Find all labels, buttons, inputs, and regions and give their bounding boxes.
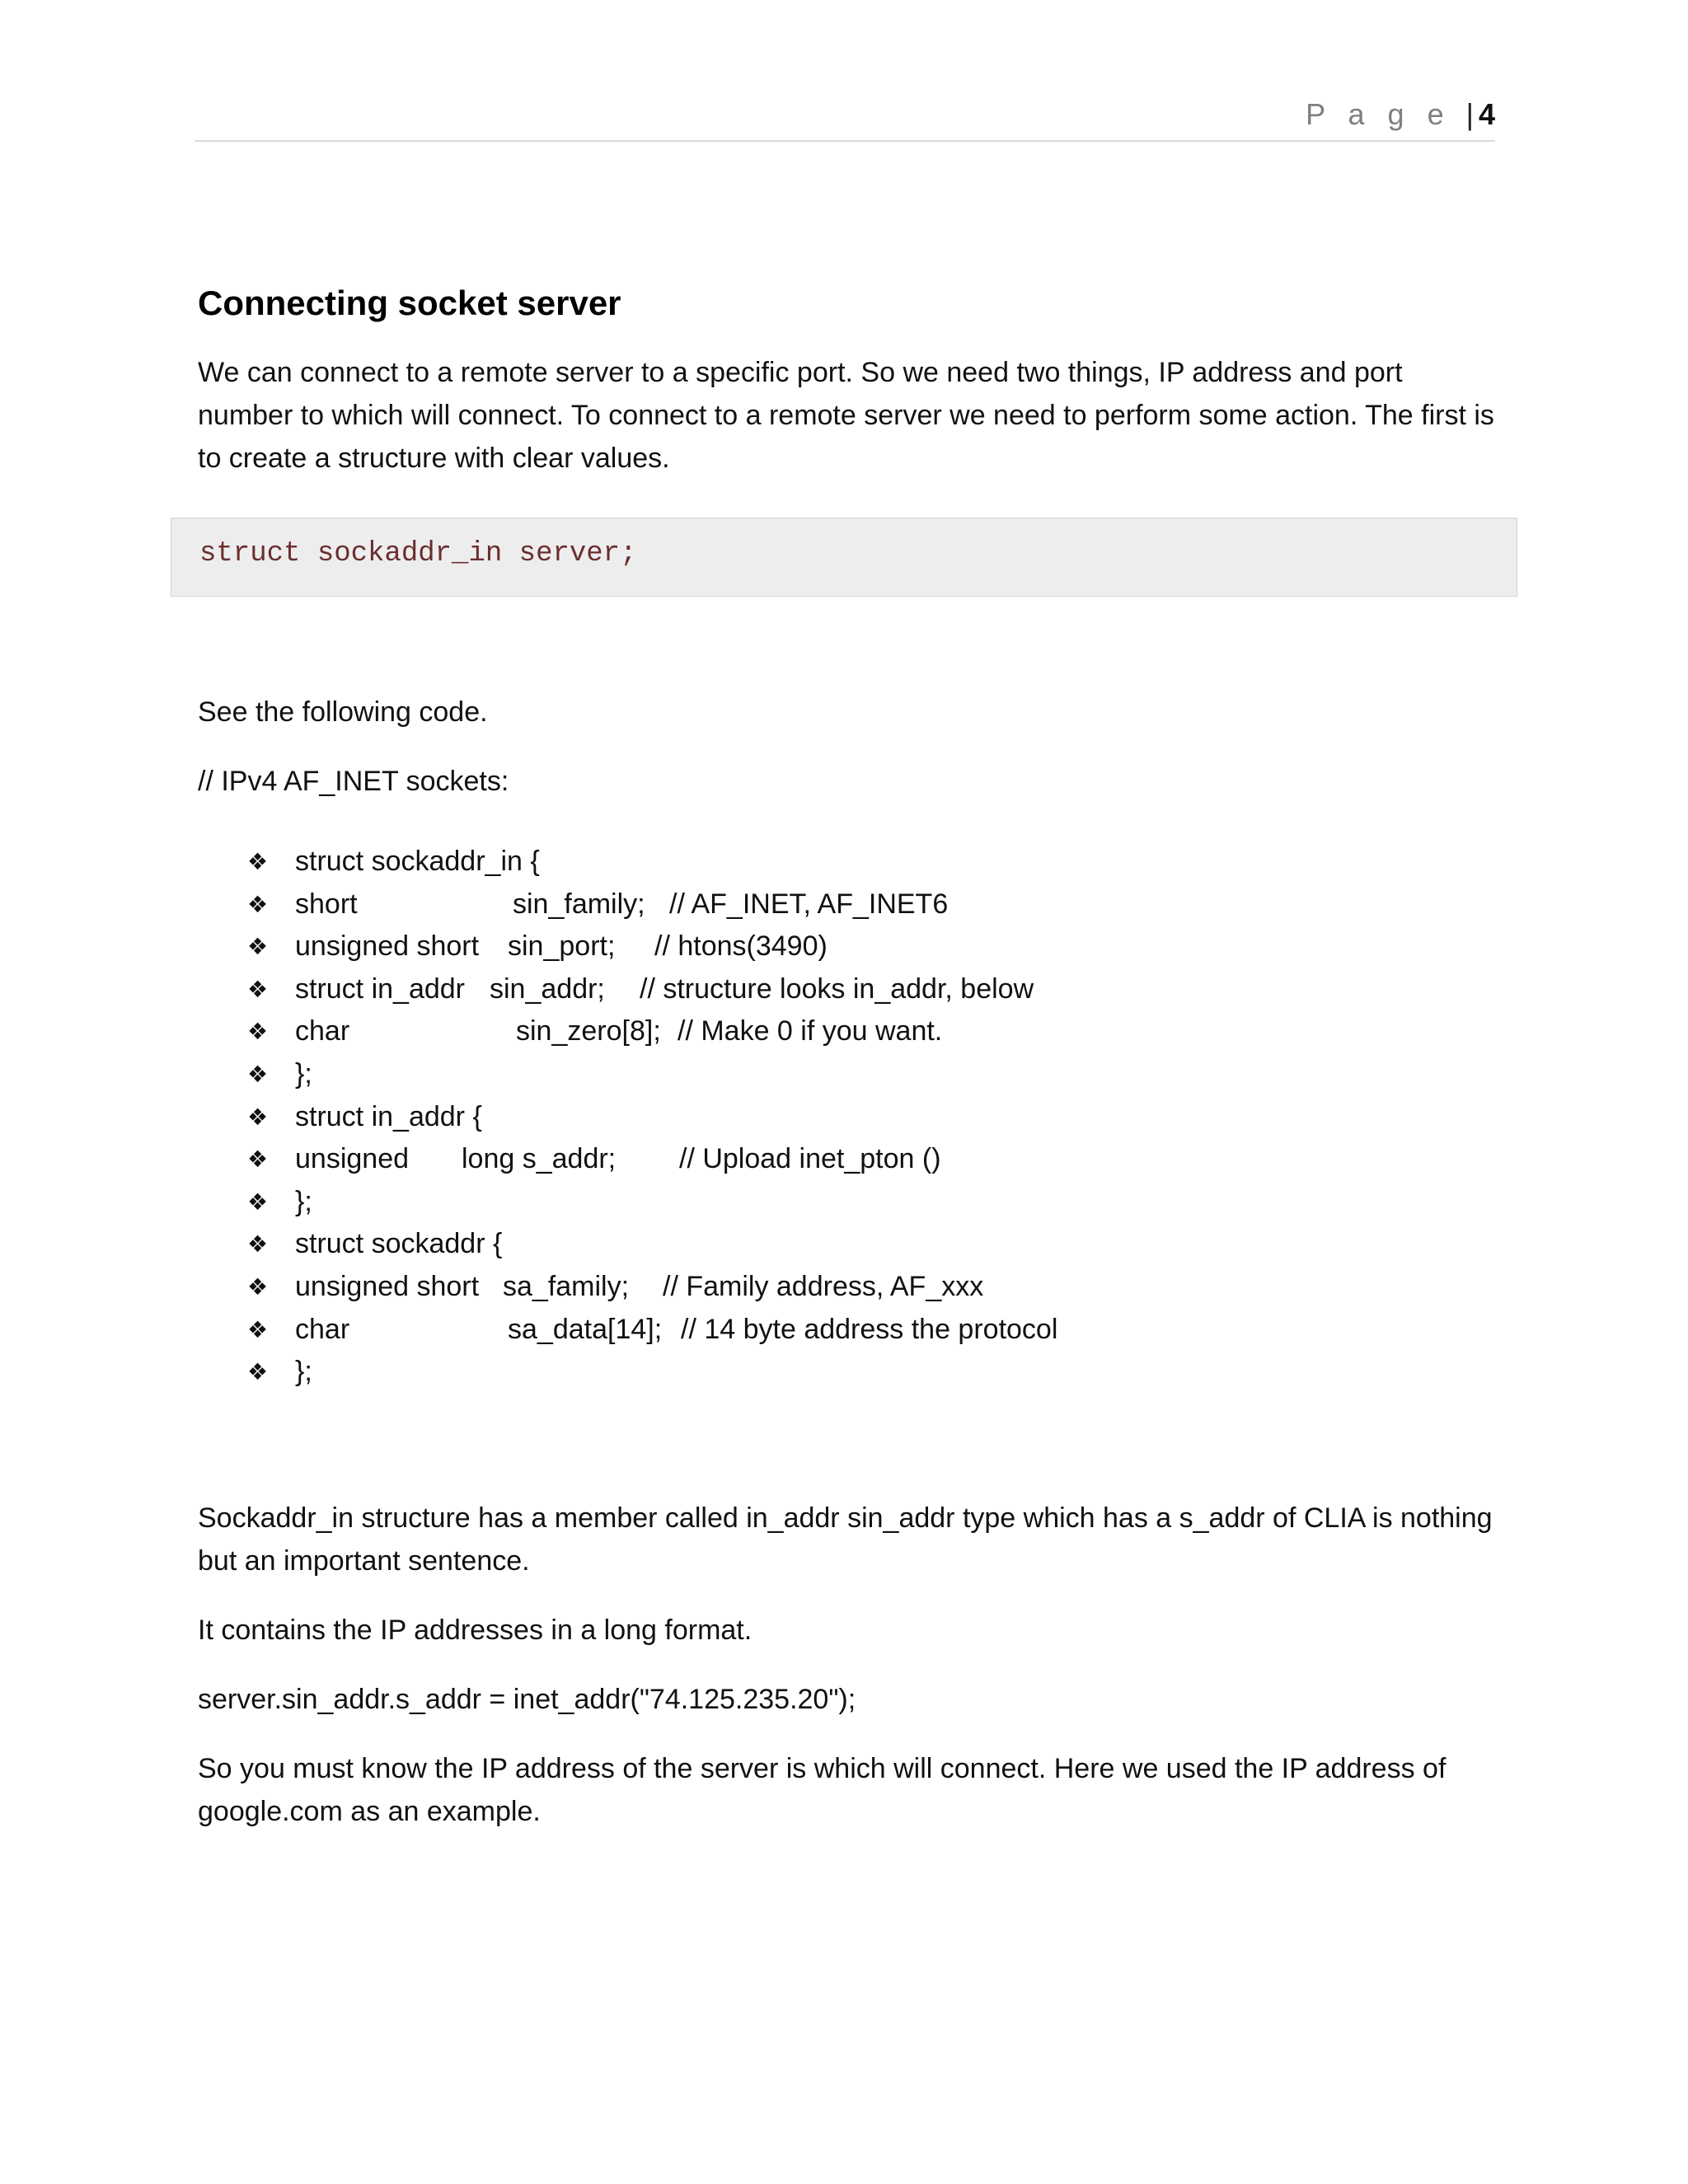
comment-heading: // IPv4 AF_INET sockets: xyxy=(198,766,509,797)
page-label: P a g e xyxy=(1306,97,1451,131)
diamond-fleuron-icon: ❖ xyxy=(247,1146,269,1173)
paragraph-ip-note: So you must know the IP address of the server is which will connect. Here we used the IP address of google.com as an example. xyxy=(198,1753,1447,1827)
page-separator: | xyxy=(1465,97,1474,131)
page-number: 4 xyxy=(1478,97,1495,131)
diamond-fleuron-icon: ❖ xyxy=(247,1061,269,1087)
diamond-fleuron-icon: ❖ xyxy=(247,849,269,874)
document-page: P a g e | 4 Connecting socket server We can connect to a remote server to a specific port. So we need two things, IP address and port number to which will connect. To connect to a remote server we need to perform some action. The first is to create a structure with clear values. struct sockaddr_in server; See the following code. // IPv4 AF_INET sockets: ❖ struct sockaddr_in { ❖ short sin_family; // AF_INET, AF_INET6 ❖ unsigned short sin_port; // htons(3490) ❖ struct in_addr sin_addr; // structure looks in_addr, below ❖ char sin_zero[8]; // Make 0 if you want. ❖ }; ❖ struct in_addr { ❖ unsigned long s_addr; // Upload inet_pton () ❖ }; ❖ struct sockaddr { ❖ unsigned short sa_family; // Family address, AF_xxx ❖ char sa_data[14]; // 14 byte address the protocol ❖ }; Sockaddr_in structure has a member called in_addr sin_addr type which has a s_addr of CLIA is nothing but an important sentence. It contains the IP addresses in a long format. server.sin_addr.s_addr = inet_addr("74.125.235.20"); So you must know the IP address of the server is which will connect. Here we used the IP address of google.com as an example. xyxy=(0,0,1688,2184)
diamond-fleuron-icon: ❖ xyxy=(247,1316,269,1343)
section-title: Connecting socket server xyxy=(198,284,621,322)
diamond-fleuron-icon: ❖ xyxy=(247,1231,269,1258)
diamond-fleuron-icon: ❖ xyxy=(247,976,269,1002)
paragraph-struct-explanation: Sockaddr_in structure has a member called in_addr sin_addr type which has a s_addr of CLIA is nothing but an important sentence. xyxy=(198,1502,1493,1577)
code-block xyxy=(171,518,1517,597)
diamond-fleuron-icon: ❖ xyxy=(247,891,269,917)
intro-paragraph: We can connect to a remote server to a specific port. So we need two things, IP address and port number to which will connect. To connect to a remote server we need to perform some action. The first is to create a structure with clear values. xyxy=(198,357,1494,474)
see-code-text: See the following code. xyxy=(198,696,488,728)
diamond-fleuron-icon: ❖ xyxy=(247,1104,269,1130)
section-content xyxy=(198,280,1500,480)
page-header xyxy=(195,97,1495,142)
diamond-fleuron-icon: ❖ xyxy=(247,1019,269,1045)
paragraph-assignment-code: server.sin_addr.s_addr = inet_addr("74.125.235.20"); xyxy=(198,1684,856,1715)
diamond-fleuron-icon: ❖ xyxy=(247,1359,269,1385)
diamond-fleuron-icon: ❖ xyxy=(247,1188,269,1215)
paragraph-long-format: It contains the IP addresses in a long format. xyxy=(198,1615,753,1646)
diamond-fleuron-icon: ❖ xyxy=(247,1273,269,1300)
diamond-fleuron-icon: ❖ xyxy=(247,934,269,960)
code-block-text: struct sockaddr_in server; xyxy=(199,538,637,569)
